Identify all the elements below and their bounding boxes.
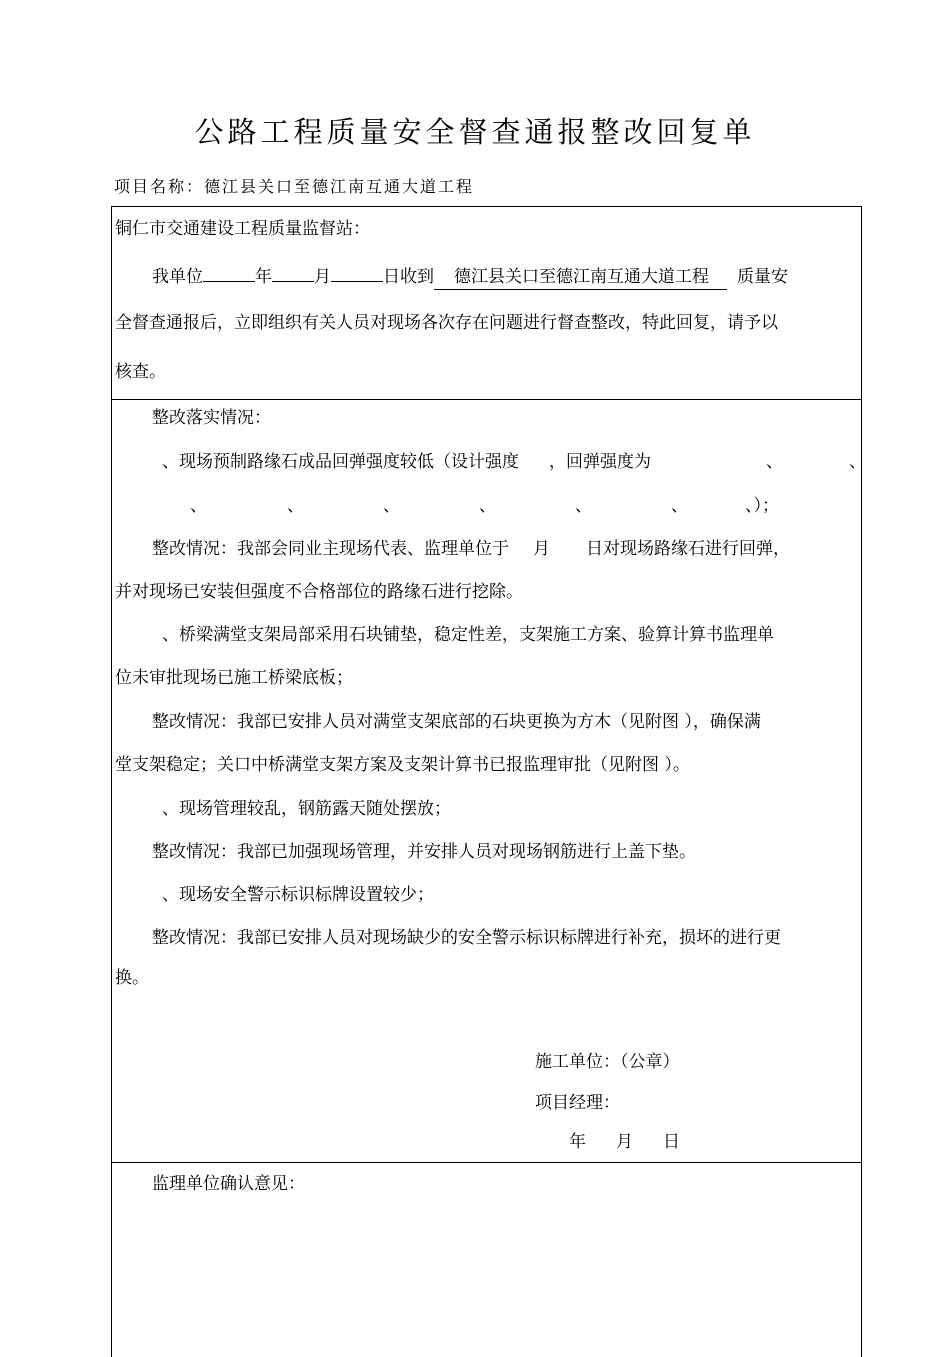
fix1-line2: 并对现场已安装但强度不合格部位的路缘石进行挖除。 [115,582,523,602]
sign-year: 年 [569,1132,586,1152]
supervisor-opinion-heading: 监理单位确认意见： [152,1174,305,1194]
issue1-line1 [162,450,651,474]
document-title: 公路工程质量安全督查通报整改回复单 [194,115,756,149]
reply-form-table [111,206,866,1357]
fix2-line2: 堂支架稳定；关口中桥满堂支架方案及支架计算书已报监理审批（见附图 ）。 [115,755,690,775]
year-blank [203,261,255,282]
comma: 、 [766,452,783,472]
sign-day: 日 [663,1132,680,1152]
issue1-end: 、）； [745,496,779,516]
divider-line [112,399,861,400]
issue2-line2: 位未审批现场已施工桥梁底板； [115,668,353,688]
month-blank [272,261,314,282]
issue1-text-a: 、现场预制路缘石成品回弹强度较低（设计强度 [162,452,519,472]
month-label: 月 [314,267,331,287]
day-blank [331,261,383,282]
project-manager: 项目经理： [535,1093,620,1113]
project-name-underlined: 德江县关口至德江南互通大道工程 [434,265,727,290]
issue1-text-b: ，回弹强度为 [549,452,651,472]
comma: 、 [287,496,304,516]
comma: 、 [671,496,688,516]
receipt-sentence-line1 [152,261,788,290]
addressee: 铜仁市交通建设工程质量监督站： [115,219,370,239]
sign-month: 月 [616,1132,633,1152]
comma: 、 [383,496,400,516]
rectification-heading: 整改落实情况： [152,408,271,428]
fix4-line1: 整改情况：我部已安排人员对现场缺少的安全警示标识标牌进行补充，损坏的进行更 [152,928,781,948]
fix3: 整改情况：我部已加强现场管理，并安排人员对现场钢筋进行上盖下垫。 [152,842,696,862]
divider-line [112,1162,861,1163]
line1-suffix: 质量安 [737,267,788,287]
comma: 、 [190,496,207,516]
comma: 、 [479,496,496,516]
fix4-line2: 换。 [115,968,149,988]
project-name-line: 项目名称：德江县关口至德江南互通大道工程 [114,177,475,196]
year-label: 年 [255,267,272,287]
fix1-text-b: 日对现场路缘石进行回弹， [586,539,790,559]
receipt-sentence-line2: 全督查通报后，立即组织有关人员对现场各次存在问题进行督查整改，特此回复，请予以 [115,313,778,333]
comma: 、 [575,496,592,516]
fix1-text-a: 整改情况：我部会同业主现场代表、监理单位于 [152,539,509,559]
comma: 、 [849,452,866,472]
receipt-sentence-line3: 核查。 [115,362,166,382]
construction-unit-seal: 施工单位：（公章） [535,1052,680,1072]
fix1-line1 [152,537,790,561]
line1-prefix: 我单位 [152,267,203,287]
fix1-month: 月 [533,539,550,559]
day-received-label: 日收到 [383,267,434,287]
issue3: 、现场管理较乱，钢筋露天随处摆放； [162,799,451,819]
fix2-line1: 整改情况：我部已安排人员对满堂支架底部的石块更换为方木（见附图 ），确保满 [152,712,761,732]
sign-date [569,1130,680,1154]
issue4: 、现场安全警示标识标牌设置较少； [162,885,434,905]
issue2-line1: 、桥梁满堂支架局部采用石块铺垫，稳定性差，支架施工方案、验算计算书监理单 [162,625,774,645]
